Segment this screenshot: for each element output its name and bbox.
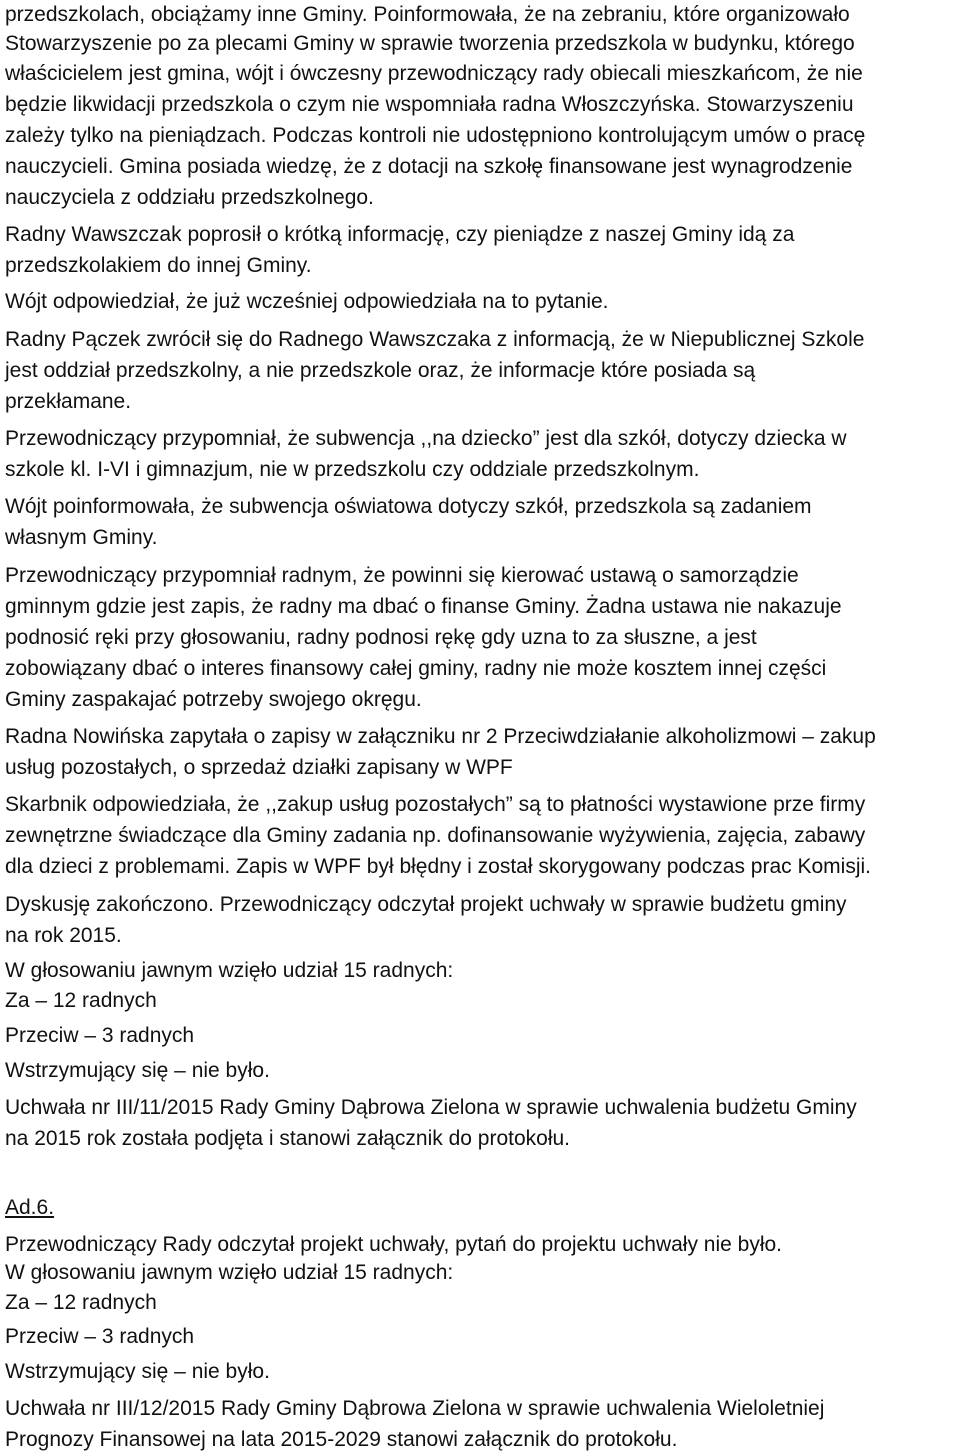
text-line: na rok 2015.: [5, 924, 122, 947]
section-heading: Ad.6.: [5, 1196, 55, 1219]
text-line: Wstrzymujący się – nie było.: [5, 1059, 270, 1082]
text-line: właścicielem jest gmina, wójt i ówczesny przewodniczący rady obiecali mieszkańcom, że nie: [5, 62, 863, 85]
text-line: nauczycieli. Gmina posiada wiedzę, że z dotacji na szkołę finansowane jest wynagrodzenie: [5, 155, 853, 178]
text-line: Radny Pączek zwrócił się do Radnego Wawszczaka z informacją, że w Niepublicznej Szkole: [5, 328, 865, 351]
text-line: Wstrzymujący się – nie było.: [5, 1360, 270, 1383]
text-line: gminnym gdzie jest zapis, że radny ma dbać o finanse Gminy. Żadna ustawa nie nakazuje: [5, 595, 842, 618]
text-line: nauczyciela z oddziału przedszkolnego.: [5, 186, 374, 209]
text-line: przedszkolakiem do innej Gminy.: [5, 254, 312, 277]
text-line: Za – 12 radnych: [5, 989, 157, 1012]
text-line: Uchwała nr III/12/2015 Rady Gminy Dąbrowa Zielona w sprawie uchwalenia Wieloletniej: [5, 1397, 825, 1420]
text-line: Przeciw – 3 radnych: [5, 1325, 195, 1348]
text-line: Wójt odpowiedział, że już wcześniej odpowiedziała na to pytanie.: [5, 290, 609, 313]
text-line: Skarbnik odpowiedziała, że ,,zakup usług pozostałych” są to płatności wystawione prze firmy: [5, 793, 866, 816]
text-line: zależy tylko na pieniądzach. Podczas kontroli nie udostępniono kontrolującym umów o pracę: [5, 124, 866, 147]
text-line: Przeciw – 3 radnych: [5, 1024, 195, 1047]
text-line: przekłamane.: [5, 390, 132, 413]
text-line: Przewodniczący przypomniał radnym, że powinni się kierować ustawą o samorządzie: [5, 564, 799, 587]
text-line: jest oddział przedszkolny, a nie przedszkole oraz, że informacje które posiada są: [5, 359, 756, 382]
text-line: Dyskusję zakończono. Przewodniczący odczytał projekt uchwały w sprawie budżetu gminy: [5, 893, 847, 916]
text-line: na 2015 rok została podjęta i stanowi załącznik do protokołu.: [5, 1127, 571, 1150]
text-line: Przewodniczący przypomniał, że subwencja ,,na dziecko” jest dla szkół, dotyczy dziecka w: [5, 427, 847, 450]
text-line: Przewodniczący Rady odczytał projekt uchwały, pytań do projektu uchwały nie było.: [5, 1233, 782, 1256]
text-line: zewnętrzne świadczące dla Gminy zadania np. dofinansowanie wyżywienia, zajęcia, zabawy: [5, 824, 866, 847]
text-line: usług pozostałych, o sprzedaż działki zapisany w WPF: [5, 756, 513, 779]
text-line: Za – 12 radnych: [5, 1291, 157, 1314]
text-line: własnym Gminy.: [5, 526, 158, 549]
text-line: W głosowaniu jawnym wzięło udział 15 radnych:: [5, 959, 454, 982]
text-line: W głosowaniu jawnym wzięło udział 15 radnych:: [5, 1261, 454, 1284]
text-line: Radna Nowińska zapytała o zapisy w załączniku nr 2 Przeciwdziałanie alkoholizmowi – zakup: [5, 725, 876, 748]
text-line: Prognozy Finansowej na lata 2015-2029 stanowi załącznik do protokołu.: [5, 1428, 678, 1451]
text-line: dla dzieci z problemami. Zapis w WPF był błędny i został skorygowany podczas prac Komisji.: [5, 855, 871, 878]
text-line: Stowarzyszenie po za plecami Gminy w sprawie tworzenia przedszkola w budynku, którego: [5, 32, 855, 55]
text-line: będzie likwidacji przedszkola o czym nie wspomniała radna Włoszczyńska. Stowarzyszeniu: [5, 93, 854, 116]
text-line: szkole kl. I-VI i gimnazjum, nie w przedszkolu czy oddziale przedszkolnym.: [5, 458, 700, 481]
text-line: Gminy zaspakajać potrzeby swojego okręgu.: [5, 688, 422, 711]
text-line: zobowiązany dbać o interes finansowy całej gminy, radny nie może kosztem innej części: [5, 657, 827, 680]
text-line: Wójt poinformowała, że subwencja oświatowa dotyczy szkół, przedszkola są zadaniem: [5, 495, 812, 518]
text-line: przedszkolach, obciążamy inne Gminy. Poinformowała, że na zebraniu, które organizowało: [5, 3, 850, 26]
text-line: podnosić ręki przy głosowaniu, radny podnosi rękę gdy uzna to za słuszne, a jest: [5, 626, 757, 649]
text-line: Uchwała nr III/11/2015 Rady Gminy Dąbrowa Zielona w sprawie uchwalenia budżetu Gminy: [5, 1096, 857, 1119]
text-line: Radny Wawszczak poprosił o krótką informację, czy pieniądze z naszej Gminy idą za: [5, 223, 795, 246]
